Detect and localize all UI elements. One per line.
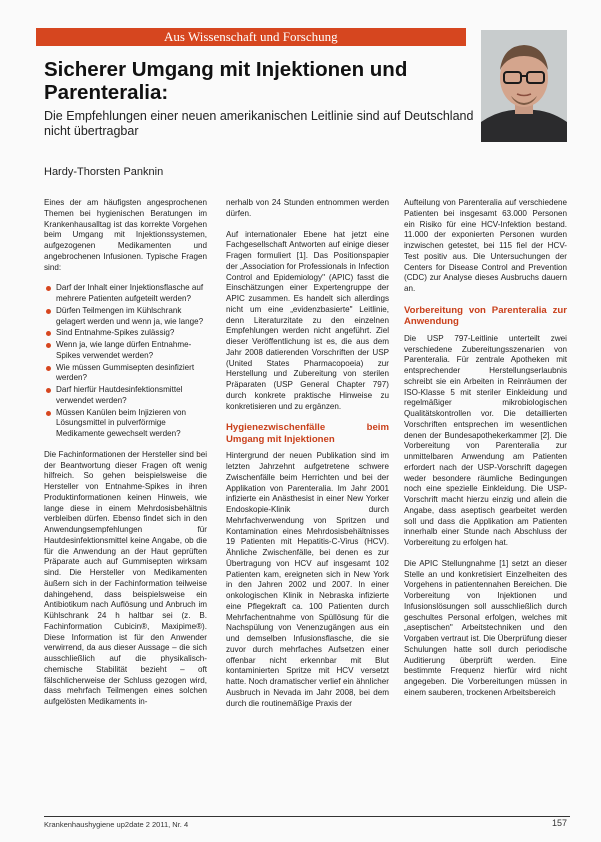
section-rubric: Aus Wissenschaft und Forschung [36,28,466,46]
text-column-1 [44,198,207,718]
article-author: Hardy-Thorsten Panknin [44,166,164,178]
paragraph: Eines der am häufigsten angesprochenen Themen bei hygienischen Beratungen im Krankenhausalltag ist das korrekte Vorgehen beim Umgang mit Injektionssystemen, aufgezogenen Medikamenten und angebrochenen Infusionen. Typische Fragen sind: [44,198,207,272]
article-title: Sicherer Umgang mit Injektionen und Parenteralia: [44,58,408,104]
author-photo [481,30,567,142]
paragraph: Die APIC Stellungnahme [1] setzt an dieser Stelle an und konkretisiert Einzelheiten des Vorgehens in patientennahen Bereichen. Die Vorbereitung von Injektionen und Infusionslösungen soll ausschließlich durch geschultes Personal erfolgen, welches mit „aseptischen" Arbeitstechniken und den Vorgaben vertraut ist. Die Überprüfung dieser Schulungen hatte soll durch periodische Auditierung überprüft werden. Eine bestimmte Frequenz hierfür wird nicht angegeben. Die Vorbereitungen müssen in einem sauberen, trockenen Arbeitsbereich [404,558,567,697]
list-item: Darf der Inhalt einer Injektionsflasche auf mehrere Patienten aufgeteilt werden? [44,283,207,305]
list-item: Müssen Kanülen beim Injizieren von Lösungsmittel in pulverförmige Medikamente gewechselt werden? [44,408,207,440]
text-column-3 [404,198,567,709]
footer-divider [44,816,570,817]
article-subtitle: Die Empfehlungen einer neuen amerikanischen Leitlinie sind auf Deutschland nicht übertragbar [44,109,474,138]
journal-reference: Krankenhaushygiene up2date 2 2011, Nr. 4 [44,820,189,829]
section-heading: Hygienezwischenfälle beim Umgang mit Injektionen [226,422,389,445]
paragraph: Aufteilung von Parenteralia auf verschiedene Patienten bei insgesamt 63.000 Personen ein Risiko für eine HCV-Infektion bestand. 11.000 der exponierten Personen wurden inzwischen getestet, bei 115 fiel der HCV-Test positiv aus. Die Untersuchungen der Centers for Disease Control and Prevention (CDC) zur Analyse dieses Ausbruchs dauern an. [404,198,567,293]
page-number: 157 [551,818,567,828]
paragraph: Die Fachinformationen der Hersteller sind bei der Beantwortung dieser Fragen oft wenig hilfreich. So gehen beispielsweise die Hersteller von Entnahme-Spikes in ihren Produktinformationen keinen Hinweis, wie lange diese in einem Mehrdosisbehältnis verbleiben dürfen. Ebenso findet sich in den Anwendungsempfehlungen für Hautdesinfektionsmittel keine Angabe, ob die für die Anwendung an der Haut geprüften Präparate auch auf Gummisepten wirksam sind. Die Hersteller von Medikamenten äußern sich in der Fachinformation teilweise dahingehend, dass beispielsweise ein Antibiotikum nach Auflösung und Anbruch im Kühlschrank 24 h haltbar sei (z. B. Fachinformation Cubicin®, Maxipime®). Diese Information ist für den Anwender verwirrend, da aus dieser Aussage – die sich ausschließlich auf die physikalisch-chemische Stabilität bezieht – oft fälschlicherweise der Schluss gezogen wird, dass mehrfach Teilmengen eines solchen aufgelösten Medikaments in- [44,449,207,706]
paragraph: nerhalb von 24 Stunden entnommen werden dürfen. [226,198,389,218]
list-item: Sind Entnahme-Spikes zulässig? [44,328,207,339]
list-item: Wenn ja, wie lange dürfen Entnahme-Spikes verwendet werden? [44,340,207,362]
paragraph: Die USP 797-Leitlinie unterteilt zwei verschiedene Zubereitungsszenarien von Parenteralia. Für zentrale Apotheken mit entsprechender Herstellungserlaubnis schreibt sie ein Arbeiten in Reinräumen der ISO-Klasse 5 mit steriler Einkleidung und regelmäßiger mikrobiologischen Qualitätskontrollen vor. Die detaillierten Vorschriften entsprechen im wesentlichen denen der Bundesapothekerkammer [2]. Die Vorbereitung von Parenteralia zur unmittelbaren Anwendung am Patienten erfordert nach der USP-Vorschrift dagegen weder besondere räumliche Bedingungen noch eine spezielle Einkleidung. Die USP-Vorschrift macht hierzu einzig und allein die Angabe, dass aseptisch gearbeitet werden soll und dass die Applikation am Patienten innerhalb einer Stunde nach Abschluss der Vorbereitung zu erfolgen hat. [404,333,567,547]
section-heading: Vorbereitung von Parenteralia zur Anwendung [404,304,567,328]
list-item: Wie müssen Gummisepten desinfiziert werden? [44,363,207,385]
text-column-2 [226,198,389,719]
list-item: Darf hierfür Hautdesinfektionsmittel verwendet werden? [44,385,207,407]
paragraph: Auf internationaler Ebene hat jetzt eine Fachgesellschaft Antworten auf einige dieser Fragen formuliert [1]. Das Positionspapier der „Association for Professionals in Infection Control and Epidemiology" (APIC) fasst die Einschätzungen einer Expertengruppe der APIC zusammen. Es handelt sich allerdings nicht um eine „evidenzbasierte" Leitlinie, denn Literaturzitate zu den einzelnen Empfehlungen werden nicht angeführt. Ziel dieser Veröffentlichung ist es, die aus dem Jahr 2008 datierenden Vorschriften der USP (United States Pharmacopoeia) zur Herstellung und Zubereitung von sterilen Präparaten (USP General Chapter 797) durch konkrete praktische Hinweise zu konkretisieren und zu ergänzen. [226,229,389,411]
paragraph: Hintergrund der neuen Publikation sind im letzten Jahrzehnt aufgetretene schwere Zwischenfälle beim Herrichten und bei der Applikation von Parenteralia. Im Jahr 2001 infizierte ein Anästhesist in einer New Yorker Endoskopie-Klinik durch Mehrfachverwendung von Spritzen und Kontamination eines Mehrdosisbehältnisses 19 Patienten mit Hepatitis-C-Virus (HCV). Ähnliche Zwischenfälle, bei denen es zur Übertragung von HCV auf insgesamt 102 Patienten kam, ereigneten sich in New York in den Jahren 2002 und 2007. In einer onkologischen Klinik in Nebraska infizierte eine Pflegekraft ca. 100 Patienten durch Mehrfachentnahme von Spüllösung für die Nachspülung von Venenzugängen aus ein und demselben Infusionsflasche, die sie zuvor durch mehrfaches Aufsetzen einer offenbar nicht erkennbar mit Blut kontaminierten Spritze mit HCV versetzt hatte. Noch dramatischer verlief ein ähnlicher Ausbruch in Nevada im Jahr 2008, bei dem durch die routinemäßige Praxis der [226,451,389,708]
question-list [44,283,207,440]
author-portrait-image [481,30,567,142]
list-item: Dürfen Teilmengen im Kühlschrank gelagert werden und wenn ja, wie lange? [44,306,207,328]
